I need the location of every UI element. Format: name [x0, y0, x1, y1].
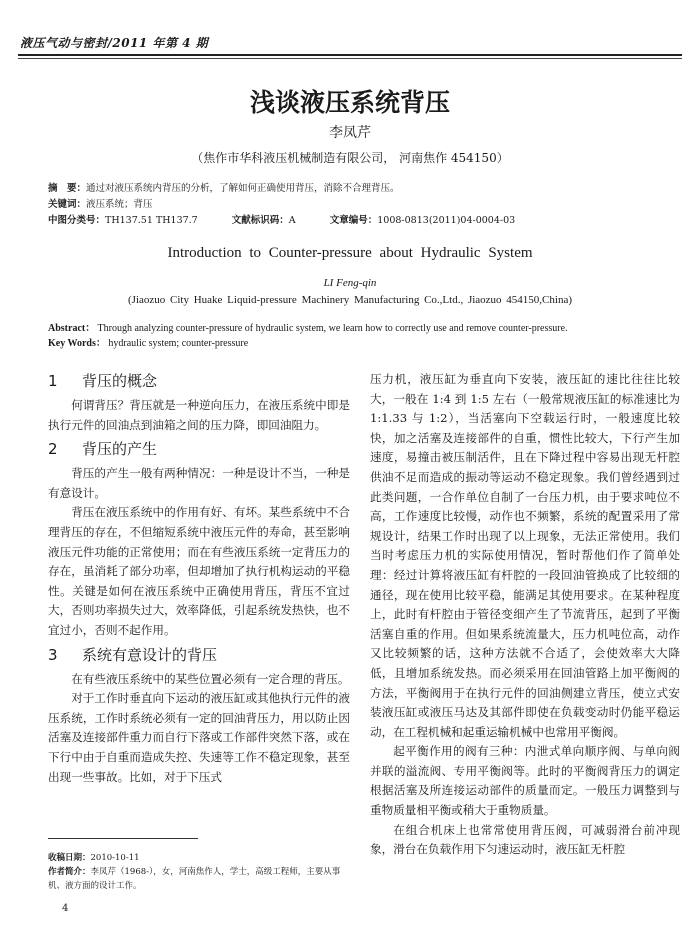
paragraph: 在组合机床上也常常使用背压阀，可减弱滑台前冲现象，滑台在负载作用下匀速运动时，液压缸无杆腔: [370, 822, 680, 857]
english-title: Introduction to Counter-pressure about Hydraulic System: [167, 245, 533, 261]
article-no-label: 文章编号：: [329, 215, 378, 226]
clc-value: TH137.51 TH137.7: [105, 215, 198, 226]
paragraph: 压力机，液压缸为垂直向下安装，液压缸的速比往往比较大，一般在 1:4 到 1:5 左右（一般常规液压缸的标准速比为 1:1.33 与 1:2），当活塞向下空载运行时，一般速度比较快，加之活塞及连接部件的自重，惯性比较大，下行产生加速度，易撞击被压制活件，且在下降过程中容易出现无杆腔供油不足而造成的振动等运动不稳定现象。我们曾经遇到过此类问题，一合作单位自制了一台压力机，由于要求吨位不高，工作速度比较慢，动作也不频繁，系统的配置采用了常规设计，结果工作时出现了以上现象，无法正常使用。我们当时考虑压力机的实际使用情况，暂时帮他们作了简单处理：经过计算将液压缸有杆腔的一段回油管换成了比较细的通径，现在使用比较平稳，能满足其使用要求。在某种程度上，此时有杆腔由于管径变细产生了节流背压，起到了平衡活塞自重的作用。但如果系统流量大，压力机吨位高，动作又比较频繁的话，这种方法就不合适了，会使效率大大降低，且增加系统发热。而必须采用在回油管路上加平衡阀的方法，平衡阀用于在执行元件的回油侧建立背压，使立式安装液压缸或液压马达及其部件即使在负载变动时仍能平稳运动，在工程机械和起重运输机械中也常用平衡阀。: [370, 372, 680, 739]
section-number: 1: [48, 372, 58, 390]
english-keywords-text: hydraulic system; counter-pressure: [108, 338, 249, 349]
abstract-cn: [48, 182, 400, 196]
received-date: 2010-10-11: [90, 853, 140, 863]
english-abstract-text: Through analyzing counter-pressure of hydraulic system, we learn how to correctly use and remove counter-pressure.: [97, 323, 568, 334]
right-column: [370, 370, 680, 860]
abstract-cn-label: 摘 要：: [48, 183, 87, 194]
article-no-value: 1008-0813(2011)04-0004-03: [377, 215, 516, 226]
classification-line: [48, 214, 668, 228]
english-keywords-label: Key Words：: [48, 338, 106, 349]
bio-label: 作者简介：: [48, 867, 91, 877]
section-title: 系统有意设计的背压: [82, 645, 218, 664]
section-heading-1: [48, 371, 350, 391]
header-rule-thin: [18, 58, 682, 59]
paragraph: 背压在液压系统中的作用有好、有坏。某些系统中不合理背压的存在，不但缩短系统中液压元件的寿命，甚至影响液压元件功能的正常使用；而在有些液压系统一定背压力的存在，虽消耗了部分功率，但却增加了执行机构运动的平稳性。关键是如何在液压系统中正确使用背压，背压不宜过大，否则功率损失过大，效率降低，引起系统发热快，也不宜过小，否则不起作用。: [48, 505, 350, 637]
bio-text: 李凤芹（1968-），女，河南焦作人，学士，高级工程师，主要从事机、液方面的设计工作。: [48, 867, 341, 891]
english-author: LI Feng-qin: [323, 277, 377, 289]
footnote: [48, 851, 350, 893]
paragraph: 何谓背压？背压就是一种逆向压力，在液压系统中即是执行元件的回油点到油箱之间的压力降，即回油阻力。: [48, 398, 350, 432]
section-heading-3: [48, 645, 350, 665]
paragraph: 对于工作时垂直向下运动的液压缸或其他执行元件的液压系统，工作时系统必须有一定的回油背压力，用以防止因活塞及连接部件重力而自行下落或工作部件突然下落，或在下行中由于自重而造成失控、失速等工作不稳定现象，甚至出现一些事故。比如，对于下压式: [48, 691, 350, 784]
keywords-cn-text: 液压系统；背压: [86, 199, 153, 210]
english-abstract-label: Abstract：: [48, 323, 96, 334]
left-column: [48, 370, 350, 787]
footnote-rule: [48, 838, 198, 839]
keywords-cn-label: 关键词：: [48, 199, 87, 210]
paragraph: 起平衡作用的阀有三种：内泄式单向顺序阀、与单向阀并联的溢流阀、专用平衡阀等。此时的平衡阀背压力的调定根据活塞及所连接运动部件的质量而定。一般压力调整到与重物质量相平衡或稍大于重物质量。: [370, 744, 680, 818]
author-name: 李凤芹: [329, 125, 371, 141]
section-heading-2: [48, 439, 350, 459]
doc-label: 文献标识码：: [231, 215, 289, 226]
journal-header: 液压气动与密封/2011 年第 4 期: [20, 36, 209, 50]
english-abstract: [48, 322, 676, 336]
header-rule: [18, 54, 682, 56]
english-affiliation: (Jiaozuo City Huake Liquid-pressure Machinery Manufacturing Co.,Ltd., Jiaozuo 454150,China): [128, 294, 572, 306]
paper-title: 浅谈液压系统背压: [249, 88, 450, 117]
section-title: 背压的概念: [82, 372, 158, 390]
section-number: 3: [48, 645, 58, 664]
section-title: 背压的产生: [82, 440, 158, 459]
paragraph: 背压的产生一般有两种情况：一种是设计不当，一种是有意设计。: [48, 466, 350, 500]
author-affiliation: （焦作市华科液压机械制造有限公司， 河南焦作 454150）: [191, 151, 509, 165]
abstract-cn-text: 通过对液压系统内背压的分析，了解如何正确使用背压，消除不合理背压。: [86, 183, 400, 194]
clc-label: 中图分类号：: [48, 215, 106, 226]
section-number: 2: [48, 440, 58, 459]
english-keywords: [48, 337, 676, 351]
paragraph: 在有些液压系统中的某些位置必须有一定合理的背压。: [71, 671, 350, 686]
page-number: 4: [62, 903, 69, 914]
doc-value: A: [288, 215, 296, 226]
received-label: 收稿日期：: [48, 853, 91, 863]
keywords-cn: [48, 198, 153, 212]
